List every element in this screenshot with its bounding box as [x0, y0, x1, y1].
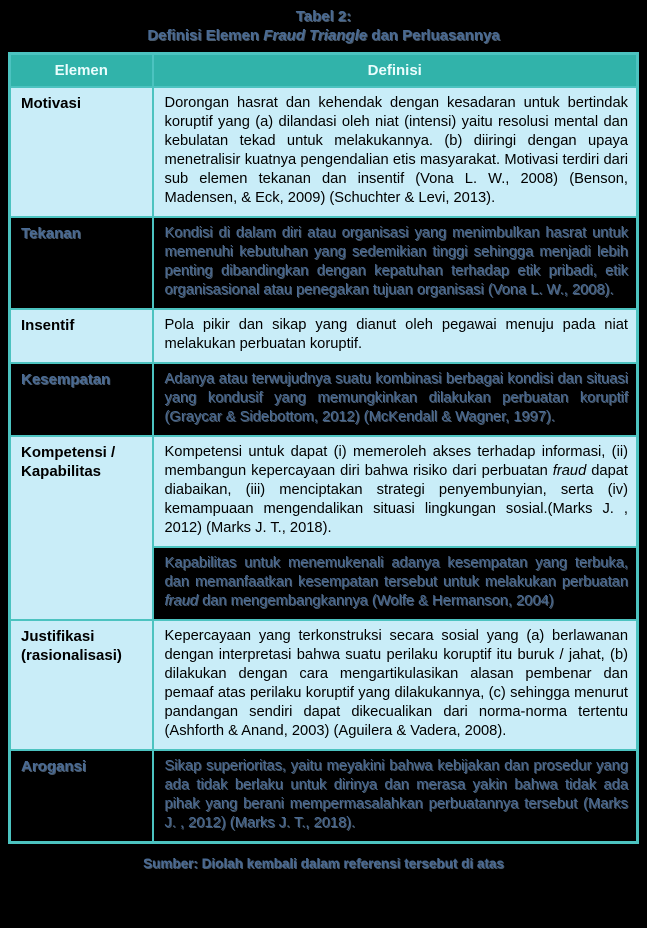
table-title [0, 7, 647, 45]
element-label-insentif: Insentif [10, 309, 153, 363]
table-title-line2: Definisi Elemen Fraud Triangle dan Perluasannya [147, 27, 500, 44]
header-elemen: Elemen [10, 54, 153, 88]
definition-kompetensi: Kompetensi untuk dapat (i) memeroleh akses terhadap informasi, (ii) membangun kepercayaan diri bahwa risiko dari perbuatan fraud dapat diabaikan, (iii) menciptakan strategi penyembunyian, serta (iv) kemampuaan mengendalikan situasi lingkungan sosial.(Marks J. , 2012) (Marks J. T., 2018). [153, 436, 638, 547]
element-label-kesempatan: Kesempatan [10, 363, 153, 436]
table-row-tekanan [10, 217, 638, 309]
table-row-insentif [10, 309, 638, 363]
element-label-tekanan: Tekanan [10, 217, 153, 309]
header-definisi: Definisi [153, 54, 638, 88]
definition-justifikasi: Kepercayaan yang terkonstruksi secara sosial yang (a) berlawanan dengan interpretasi bahwa suatu perilaku koruptif itu buruk / jahat, (b) dilakukan dengan cara mengartikulasikan alasan pembenar dan pemaaf atas perilaku koruptif yang dilakukannya, (c) sehingga menurut pandangan sendiri dapat dikecualikan dari norma-norma tertentu (Ashforth & Anand, 2003) (Aguilera & Vadera, 2008). [153, 620, 638, 750]
definition-tekanan: Kondisi di dalam diri atau organisasi yang menimbulkan hasrat untuk memenuhi kebutuhan yang sedemikian tinggi sehingga menjadi lebih penting dibandingkan dengan kepatuhan terhadap etik pribadi, etik organisasional atau penegakan tujuan organisasi (Vona L. W., 2008). [153, 217, 638, 309]
table-row-kompetensi [10, 436, 638, 547]
table-row-justifikasi [10, 620, 638, 750]
element-label-arogansi: Arogansi [10, 750, 153, 843]
header-row [10, 54, 638, 88]
element-label-motivasi: Motivasi [10, 87, 153, 217]
definitions-table [8, 52, 639, 844]
element-label-justifikasi: Justifikasi (rasionalisasi) [10, 620, 153, 750]
source-caption: Sumber: Diolah kembali dalam referensi tersebut di atas [143, 856, 504, 871]
definition-motivasi: Dorongan hasrat dan kehendak dengan kesadaran untuk bertindak koruptif yang (a) dilandasi oleh niat (intensi) yaitu resolusi mental dan kebulatan tekad untuk melakukannya. (b) diiringi dengan upaya menetralisir kuatnya pengendalian etis masyarakat. Motivasi terdiri dari sub elemen tekanan dan insentif (Vona L. W., 2008) (Benson, Madensen, & Eck, 2009) (Schuchter & Levi, 2013). [153, 87, 638, 217]
definition-kapabilitas: Kapabilitas untuk menemukenali adanya kesempatan yang terbuka, dan memanfaatkan kesempatan tersebut untuk melakukan perbuatan fraud dan mengembangkannya (Wolfe & Hermanson, 2004) [153, 547, 638, 620]
definition-kesempatan: Adanya atau terwujudnya suatu kombinasi berbagai kondisi dan situasi yang kondusif yang memungkinkan dilakukan perbuatan koruptif (Graycar & Sidebottom, 2012) (McKendall & Wagner, 1997). [153, 363, 638, 436]
table-title-line1: Tabel 2: [295, 8, 352, 25]
definition-insentif: Pola pikir dan sikap yang dianut oleh pegawai menuju pada niat melakukan perbuatan koruptif. [153, 309, 638, 363]
table-row-motivasi [10, 87, 638, 217]
table-row-kesempatan [10, 363, 638, 436]
element-label-kompetensi-kapabilitas: Kompetensi / Kapabilitas [10, 436, 153, 620]
definition-arogansi: Sikap superioritas, yaitu meyakini bahwa kebijakan dan prosedur yang ada tidak berlaku untuk dirinya dan merasa yakin bahwa tidak ada pihak yang berani mempermasalahkan perbuatannya tersebut (Marks J. , 2012) (Marks J. T., 2018). [153, 750, 638, 843]
table-row-arogansi [10, 750, 638, 843]
